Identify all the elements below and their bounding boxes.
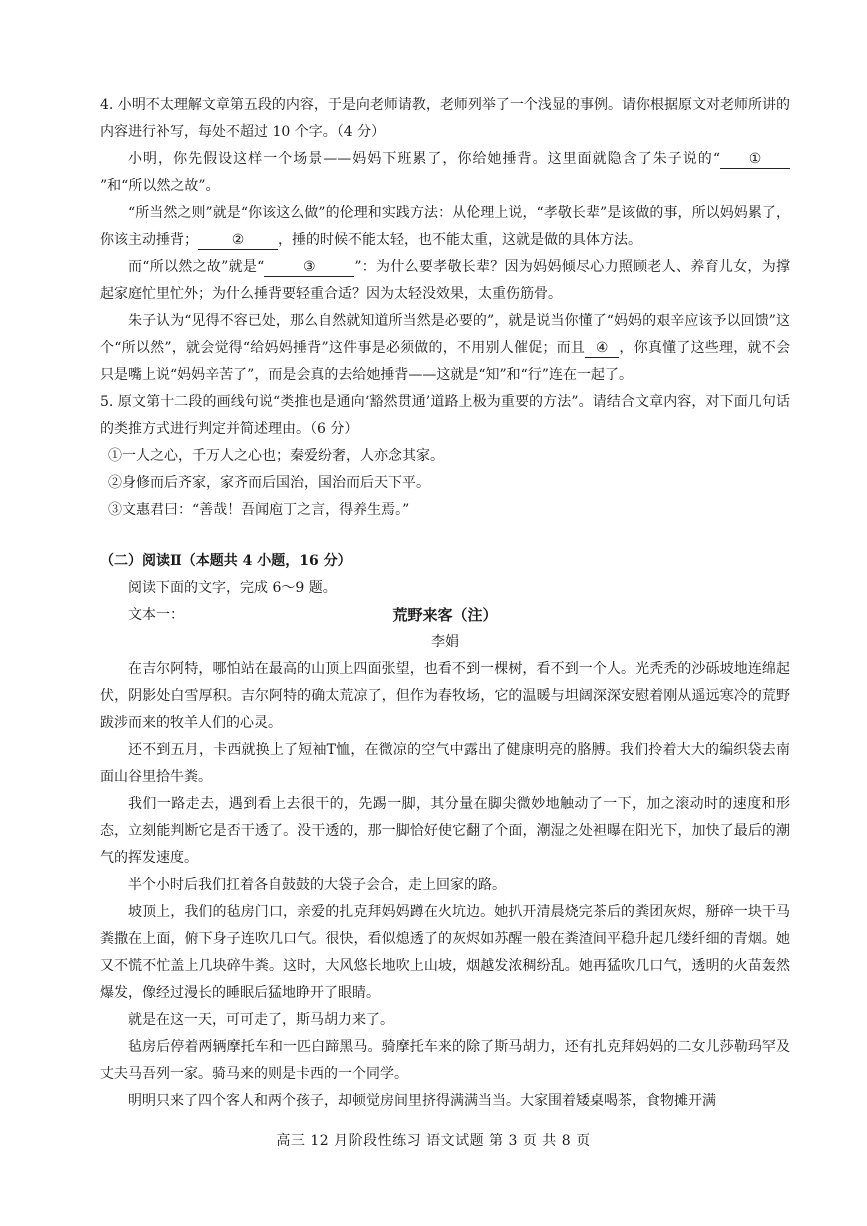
article-paragraph: 我们一路走去，遇到看上去很干的，先踢一脚，其分量在脚尖微妙地触动了一下，加之滚动时的速度和形态，立刻能判断它是否干透了。没干透的，那一脚恰好使它翻了个面，潮湿之处袒曝在阳光下，加快了最后的潮气的挥发速度。	[100, 796, 790, 866]
article-title-row	[100, 602, 790, 629]
article-paragraph: 毡房后停着两辆摩托车和一匹白蹄黑马。骑摩托车来的除了斯马胡力，还有扎克拜妈妈的二女儿莎勒玛罕及丈夫马吾列一家。骑马来的则是卡西的一个同学。	[100, 1039, 790, 1082]
q5-item-2: ②身修而后齐家，家齐而后国治，国治而后天下平。	[108, 475, 430, 491]
article-paragraph: 在吉尔阿特，哪怕站在最高的山顶上四面张望，也看不到一棵树，看不到一个人。光秃秃的沙砾坡地连绵起伏，阴影处白雪厚积。吉尔阿特的确太荒凉了，但作为春牧场，它的温暖与坦阔深深安慰着刚从遥远寒冷的荒野跋涉而来的牧羊人们的心灵。	[100, 661, 790, 731]
article-paragraph: 就是在这一天，可可走了，斯马胡力来了。	[128, 1012, 394, 1028]
article-paragraph: 半个小时后我们扛着各自鼓鼓的大袋子会合，走上回家的路。	[128, 877, 506, 893]
q4-paragraph-4: 朱子认为“见得不容已处，那么自然就知道所当然是必要的”，就是说当你懂了“妈妈的艰辛应该予以回馈”这个“所以然”，就会觉得“给妈妈捶背”这件事是必须做的，不用别人催促；而且 ④ ，你真懂了这些理，就不会只是嘴上说“妈妈辛苦了”，而是会真的去给她捶背——这就是“知”和“行”连在一起了。	[100, 313, 790, 383]
article-author: 李娟	[431, 634, 459, 650]
q5-item-1: ①一人之心，千万人之心也；秦爱纷奢，人亦念其家。	[108, 448, 444, 464]
article-paragraph: 还不到五月，卡西就换上了短袖T恤，在微凉的空气中露出了健康明亮的胳膊。我们拎着大大的编织袋去南面山谷里拾牛粪。	[100, 742, 790, 785]
blank-2[interactable]: ②	[198, 231, 278, 250]
article-paragraph: 明明只来了四个客人和两个孩子，却顿觉房间里挤得满满当当。大家围着矮桌喝茶，食物摊开满	[128, 1093, 716, 1109]
section-heading: （二）阅读Ⅱ（本题共 4 小题，16 分）	[100, 553, 352, 569]
q4-paragraph-3: 而“所以然之故”就是“ ③ ”：为什么要孝敬长辈？因为妈妈倾尽心力照顾老人、养育儿女，为撑起家庭忙里忙外；为什么捶背要轻重合适？因为太轻没效果，太重伤筋骨。	[100, 259, 790, 302]
q4-paragraph-1: 小明，你先假设这样一个场景——妈妈下班累了，你给她捶背。这里面就隐含了朱子说的“ ①”和“所以然之故”。	[100, 146, 790, 200]
article-title: 荒野来客（注）	[392, 606, 498, 624]
blank-4[interactable]: ④	[585, 339, 619, 358]
text-label: 文本一：	[128, 607, 184, 623]
section-instruction: 阅读下面的文字，完成 6～9 题。	[128, 580, 337, 596]
page-footer: 高三 12 月阶段性练习 语文试题 第 3 页 共 8 页	[276, 1133, 591, 1149]
q4-paragraph-2: “所当然之则”就是“你该这么做”的伦理和实践方法：从伦理上说，“孝敬长辈”是该做的事，所以妈妈累了，你该主动捶背； ② ，捶的时候不能太轻，也不能太重，这就是做的具体方法。	[100, 205, 790, 248]
page-content	[100, 92, 790, 1115]
q5-item-3: ③文惠君曰：“善哉！吾闻庖丁之言，得养生焉。”	[108, 502, 410, 518]
blank-1[interactable]: ①	[720, 150, 790, 169]
blank-3[interactable]: ③	[264, 258, 354, 277]
question-5-stem: 5. 原文第十二段的画线句说“类推也是通向‘豁然贯通’道路上极为重要的方法”。请结合文章内容，对下面几句话的类推方式进行判定并简述理由。（6 分）	[100, 394, 790, 437]
question-4-stem: 4. 小明不太理解文章第五段的内容，于是向老师请教，老师列举了一个浅显的事例。请你根据原文对老师所讲的内容进行补写，每处不超过 10 个字。（4 分）	[100, 97, 790, 140]
article-paragraph: 坡顶上，我们的毡房门口，亲爱的扎克拜妈妈蹲在火坑边。她扒开清晨烧完茶后的粪团灰烬，掰碎一块干马粪撒在上面，俯下身子连吹几口气。很快，看似熄透了的灰烬如苏醒一般在粪渣间平稳升起几缕纤细的青烟。她又不慌不忙盖上几块碎牛粪。这时，大风悠长地吹上山坡，烟越发浓稠纷乱。她再猛吹几口气，透明的火苗轰然爆发，像经过漫长的睡眠后猛地睁开了眼睛。	[100, 904, 790, 1001]
